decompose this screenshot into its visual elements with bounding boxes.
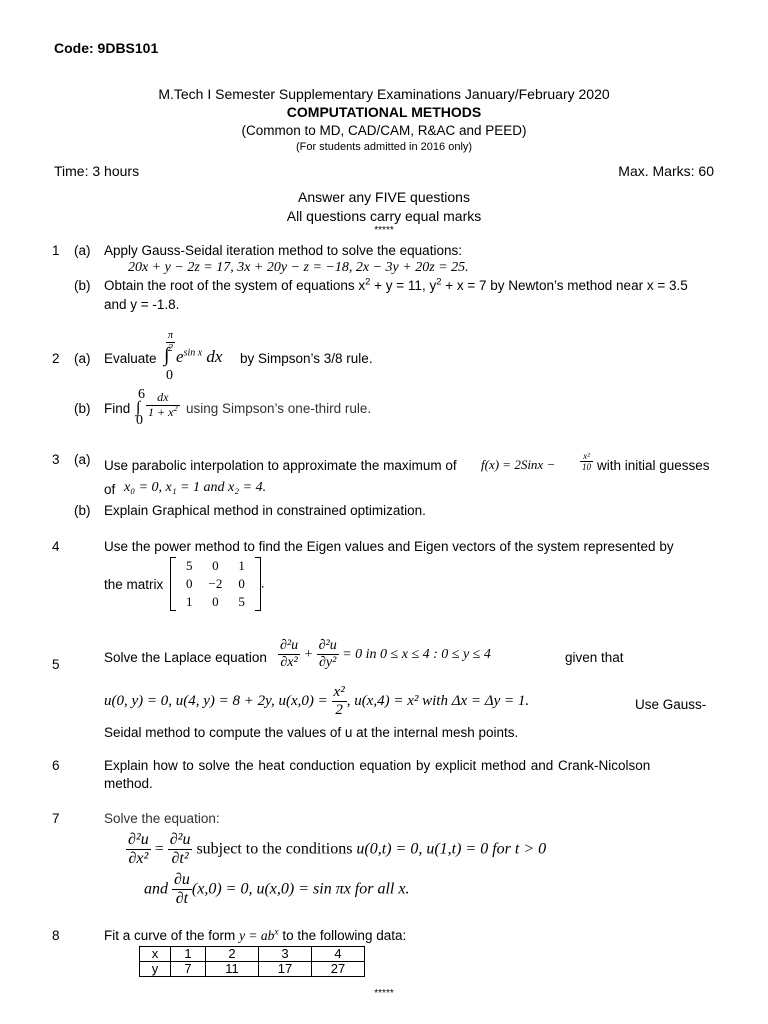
q7-intro: Solve the equation: [104,811,220,826]
matrix-cell: 5 [238,594,245,609]
q5-laplace-equation: $\frac{\text{∂²u}}{\text{∂x²}}$ + $\frac{\text{∂²u}}{\text{∂y²}}$ = 0 in 0 ≤ x ≤ 4 : 0 ≤ y ≤ 4 [280,638,491,671]
instruction-answer: Answer any FIVE questions [298,189,470,205]
q5-use: Use Gauss- [635,697,707,712]
matrix-row [178,557,253,575]
q3a-guesses: x₀ = 0, x₁ = 1 and x₂ = 4. [124,480,267,495]
matrix-cell: 0 [238,576,245,591]
max-marks-label: Max. Marks: 60 [618,163,714,179]
matrix-cell: −2 [208,576,223,591]
q2a-label: (a) [74,351,91,366]
table-cell: 2 [206,947,259,962]
q3a-text: Use parabolic interpolation to approximate the maximum of [104,458,457,473]
common-note: (Common to MD, CAD/CAM, R&AC and PEED) [241,123,527,138]
q2b-label: (b) [74,401,91,416]
matrix-cell: 0 [212,558,219,573]
q7-wave-equation: $\frac{\text{∂²u}}{\text{∂x²}}$ = $\frac{\text{∂²u}}{\text{∂t²}}$ subject to the conditions u(0,t) = 0, u(1,t) = 0 for t > 0 [128,831,547,868]
q6-line1: Explain how to solve the heat conduction equation by explicit method and Crank-Nicolson [104,758,651,773]
q5-given: given that [565,650,624,665]
q3a-text-2: with initial guesses [597,458,710,473]
matrix-cell: 0 [212,594,219,609]
q2b-fraction: $\frac{dx}{1 + x^2}$ [148,390,178,419]
footer-stars: ***** [374,988,394,999]
q2a-pre: Evaluate [104,351,157,366]
table-cell: 27 [312,962,365,977]
q5-line3: Seidal method to compute the values of u at the internal mesh points. [104,725,519,740]
q1b-text-cont: and y = -1.8. [104,297,180,312]
q5-number: 5 [52,657,60,672]
q6-line2: method. [104,776,153,791]
table-row [140,947,365,962]
q2b-lower-limit: 0 [136,413,143,428]
q6-number: 6 [52,758,60,773]
q2a-integrand: $e^{sin x}$ dx [176,347,223,366]
instruction-equal-marks: All questions carry equal marks [286,208,482,224]
table-cell: 1 [171,947,206,962]
header-stars: ***** [374,225,394,236]
q2a-upper-limit: $\frac{\pi}{2}$ [168,330,174,354]
q7-initial-conditions: and $\frac{\partial u}{\partial t}$ (x,0) = 0, u(x,0) = sin πx for all x. [144,871,410,908]
table-row [140,962,365,977]
table-cell: 17 [259,962,312,977]
q3b-label: (b) [74,503,91,518]
q4-text: Use the power method to find the Eigen values and Eigen vectors of the system represented by [104,539,674,554]
q8-text: Fit a curve of the form $y = ab^x$ to the following data: [104,927,407,943]
exam-title: M.Tech I Semester Supplementary Examinations January/February 2020 [158,86,610,102]
table-cell: 4 [312,947,365,962]
q2b-post: using Simpson’s one-third rule. [186,401,372,416]
q2-number: 2 [52,351,60,366]
q3-number: 3 [52,452,60,467]
q2a-post: by Simpson’s 3/8 rule. [240,351,373,366]
q1a-text: Apply Gauss-Seidal iteration method to solve the equations: [104,243,462,258]
q5-pre: Solve the Laplace equation [104,650,267,665]
matrix-cell: 1 [186,594,193,609]
q2a-lower-limit: 0 [166,368,173,383]
integral-sign: ∫ [164,344,170,366]
subject-title: COMPUTATIONAL METHODS [286,104,482,120]
q1b-label: (b) [74,278,91,293]
q1a-label: (a) [74,243,91,258]
q4-text-2: the matrix [104,577,164,592]
q1a-equations: 20x + y − 2z = 17, 3x + 20y − z = −18, 2x − 3y + 20z = 25. [128,260,469,275]
matrix-cell: 5 [186,558,193,573]
q3b-text: Explain Graphical method in constrained optimization. [104,503,426,518]
q3a-label: (a) [74,452,91,467]
admitted-note: (For students admitted in 2016 only) [295,141,473,153]
q5-boundary-conditions: u(0, y) = 0, u(4, y) = 8 + 2y, u(x,0) = $\frac{\text{x²}}{2}$ , u(x,4) = x² with Δx = Δy = 1. [104,684,530,719]
matrix-cell: 0 [186,576,193,591]
matrix-row [178,575,253,593]
exam-code: Code: 9DBS101 [54,40,159,56]
q1-number: 1 [52,243,60,258]
q3a-fraction: $\frac{\text{x²}}{10}$ [582,451,591,473]
table-cell: 3 [259,947,312,962]
q8-data-table [139,946,365,977]
table-cell: y [140,962,171,977]
matrix-cell: 1 [238,558,245,573]
time-label: Time: 3 hours [54,163,140,179]
table-cell: 11 [206,962,259,977]
integral-sign: ∫ [136,399,141,416]
q3a-text-3: of [104,482,116,497]
q2b-upper-limit: 6 [138,387,145,402]
q1b-text: Obtain the root of the system of equations $x^2 + y = 11$, $y^2 + x = 7$ by Newton’s method near x = 3.5 [104,276,688,293]
table-cell: 7 [171,962,206,977]
q7-number: 7 [52,811,60,826]
table-cell: x [140,947,171,962]
q2b-pre: Find [104,401,131,416]
q3a-function: f(x) = 2Sinx − [481,457,556,472]
q8-number: 8 [52,928,60,943]
q4-matrix: 5 0 1 0 −2 0 1 0 5 . [170,557,265,611]
q4-number: 4 [52,539,60,554]
matrix-row [178,593,253,611]
